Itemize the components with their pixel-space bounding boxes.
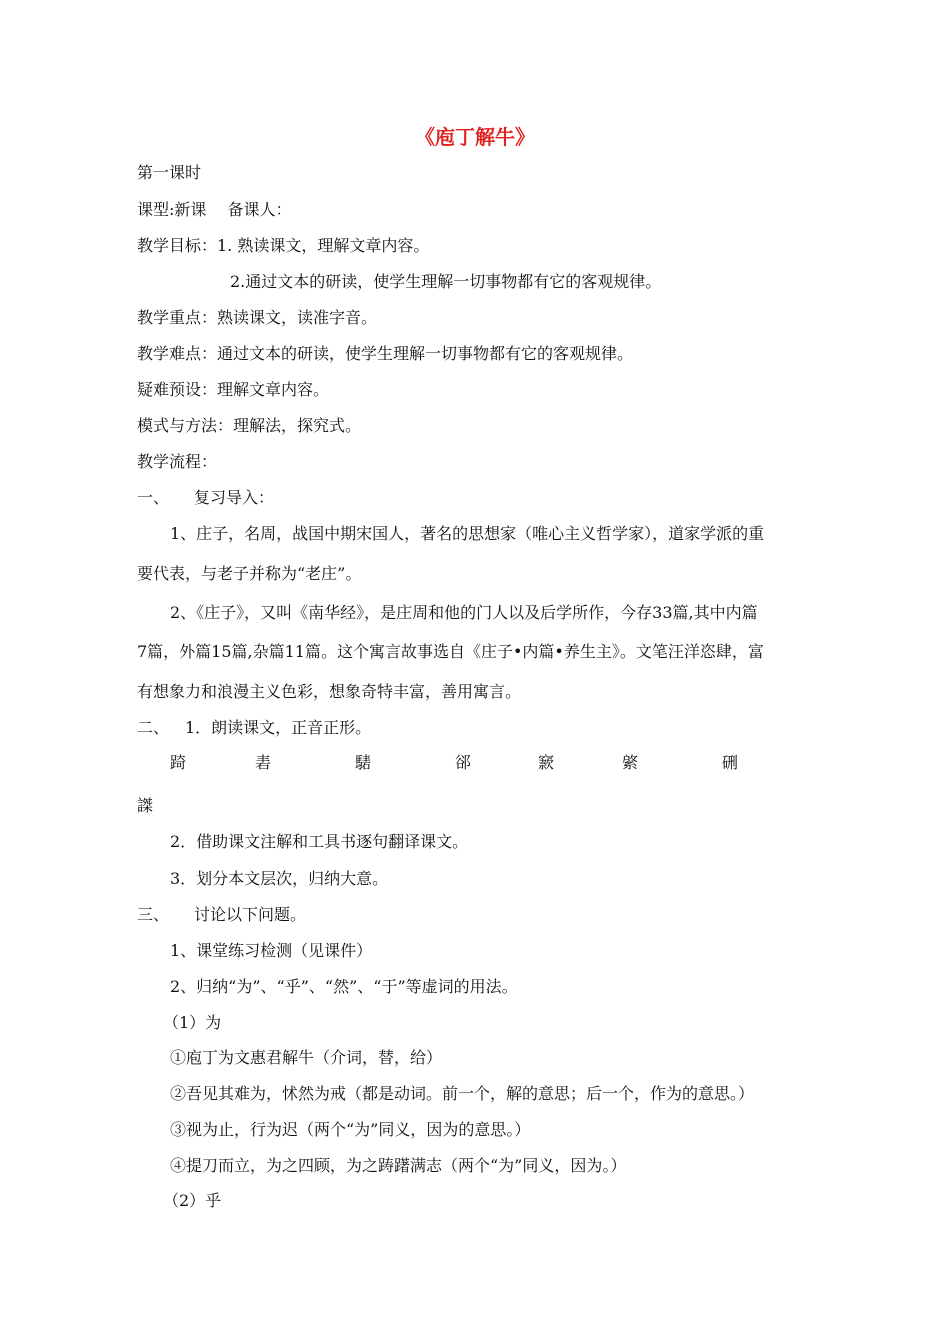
section-3-number: 三、	[137, 905, 170, 924]
paragraph-1-line-1: 1、庄子，名周，战国中期宋国人，著名的思想家（唯心主义哲学家），道家学派的重	[170, 524, 765, 543]
char-6: 綮	[622, 753, 639, 772]
section-1-heading: 复习导入：	[194, 488, 275, 507]
goal-item-2: 2.通过文本的研读，使学生理解一切事物都有它的客观规律。	[230, 272, 662, 291]
paragraph-2-line-2: 7篇，外篇15篇,杂篇11篇。这个寓言故事选自《庄子•内篇•养生主》。文笔汪洋恣肆，富	[137, 642, 764, 661]
lesson-type: 课型:新课 备课人：	[137, 200, 292, 219]
goal-item-1: 1. 熟读课文，理解文章内容。	[217, 236, 430, 255]
method: 模式与方法：理解法，探究式。	[137, 416, 362, 435]
section-2-item-1: 1．朗读课文，正音正形。	[185, 718, 372, 737]
document-title: 《庖丁解牛》	[415, 125, 535, 149]
example-2: ②吾见其难为，怵然为戒（都是动词。前一个，解的意思；后一个，作为的意思。）	[170, 1084, 755, 1103]
preset-difficulty: 疑难预设：理解文章内容。	[137, 380, 330, 399]
section-1-number: 一、	[137, 488, 170, 507]
char-7: 硎	[722, 753, 739, 772]
example-1: ①庖丁为文惠君解牛（介词，替，给）	[170, 1048, 443, 1067]
paragraph-2-line-3: 有想象力和浪漫主义色彩，想象奇特丰富，善用寓言。	[137, 682, 522, 701]
goal-label: 教学目标：	[137, 236, 218, 255]
paragraph-1-line-2: 要代表，与老子并称为“老庄”。	[137, 564, 362, 583]
difficulty: 教学难点：通过文本的研读，使学生理解一切事物都有它的客观规律。	[137, 344, 634, 363]
example-4: ④提刀而立，为之四顾，为之踌躇满志（两个“为”同义，因为。）	[170, 1156, 627, 1175]
subsection-hu: （2）乎	[163, 1191, 222, 1210]
question-2: 2、归纳“为”、“乎”、“然”、“于”等虚词的用法。	[170, 977, 518, 996]
subsection-wei: （1）为	[163, 1013, 222, 1032]
char-1: 踦	[170, 753, 187, 772]
char-5: 窾	[538, 753, 555, 772]
section-2-number: 二、	[137, 718, 170, 737]
class-period: 第一课时	[137, 163, 202, 182]
section-2-item-2: 2．借助课文注解和工具书逐句翻译课文。	[170, 832, 469, 851]
key-point: 教学重点：熟读课文，读准字音。	[137, 308, 378, 327]
process-label: 教学流程：	[137, 452, 218, 471]
example-3: ③视为止，行为迟（两个“为”同义，因为的意思。）	[170, 1120, 531, 1139]
question-1: 1、课堂练习检测（见课件）	[170, 941, 373, 960]
section-2-item-3: 3．划分本文层次，归纳大意。	[170, 869, 389, 888]
char-4: 郤	[455, 753, 472, 772]
char-8: 謋	[137, 796, 154, 815]
char-3: 騞	[355, 753, 372, 772]
section-3-heading: 讨论以下问题。	[194, 905, 307, 924]
paragraph-2-line-1: 2、《庄子》，又叫《南华经》，是庄周和他的门人以及后学所作，今存33篇,其中内篇	[170, 603, 758, 622]
pronunciation-characters	[0, 753, 950, 777]
char-2: 砉	[255, 753, 272, 772]
